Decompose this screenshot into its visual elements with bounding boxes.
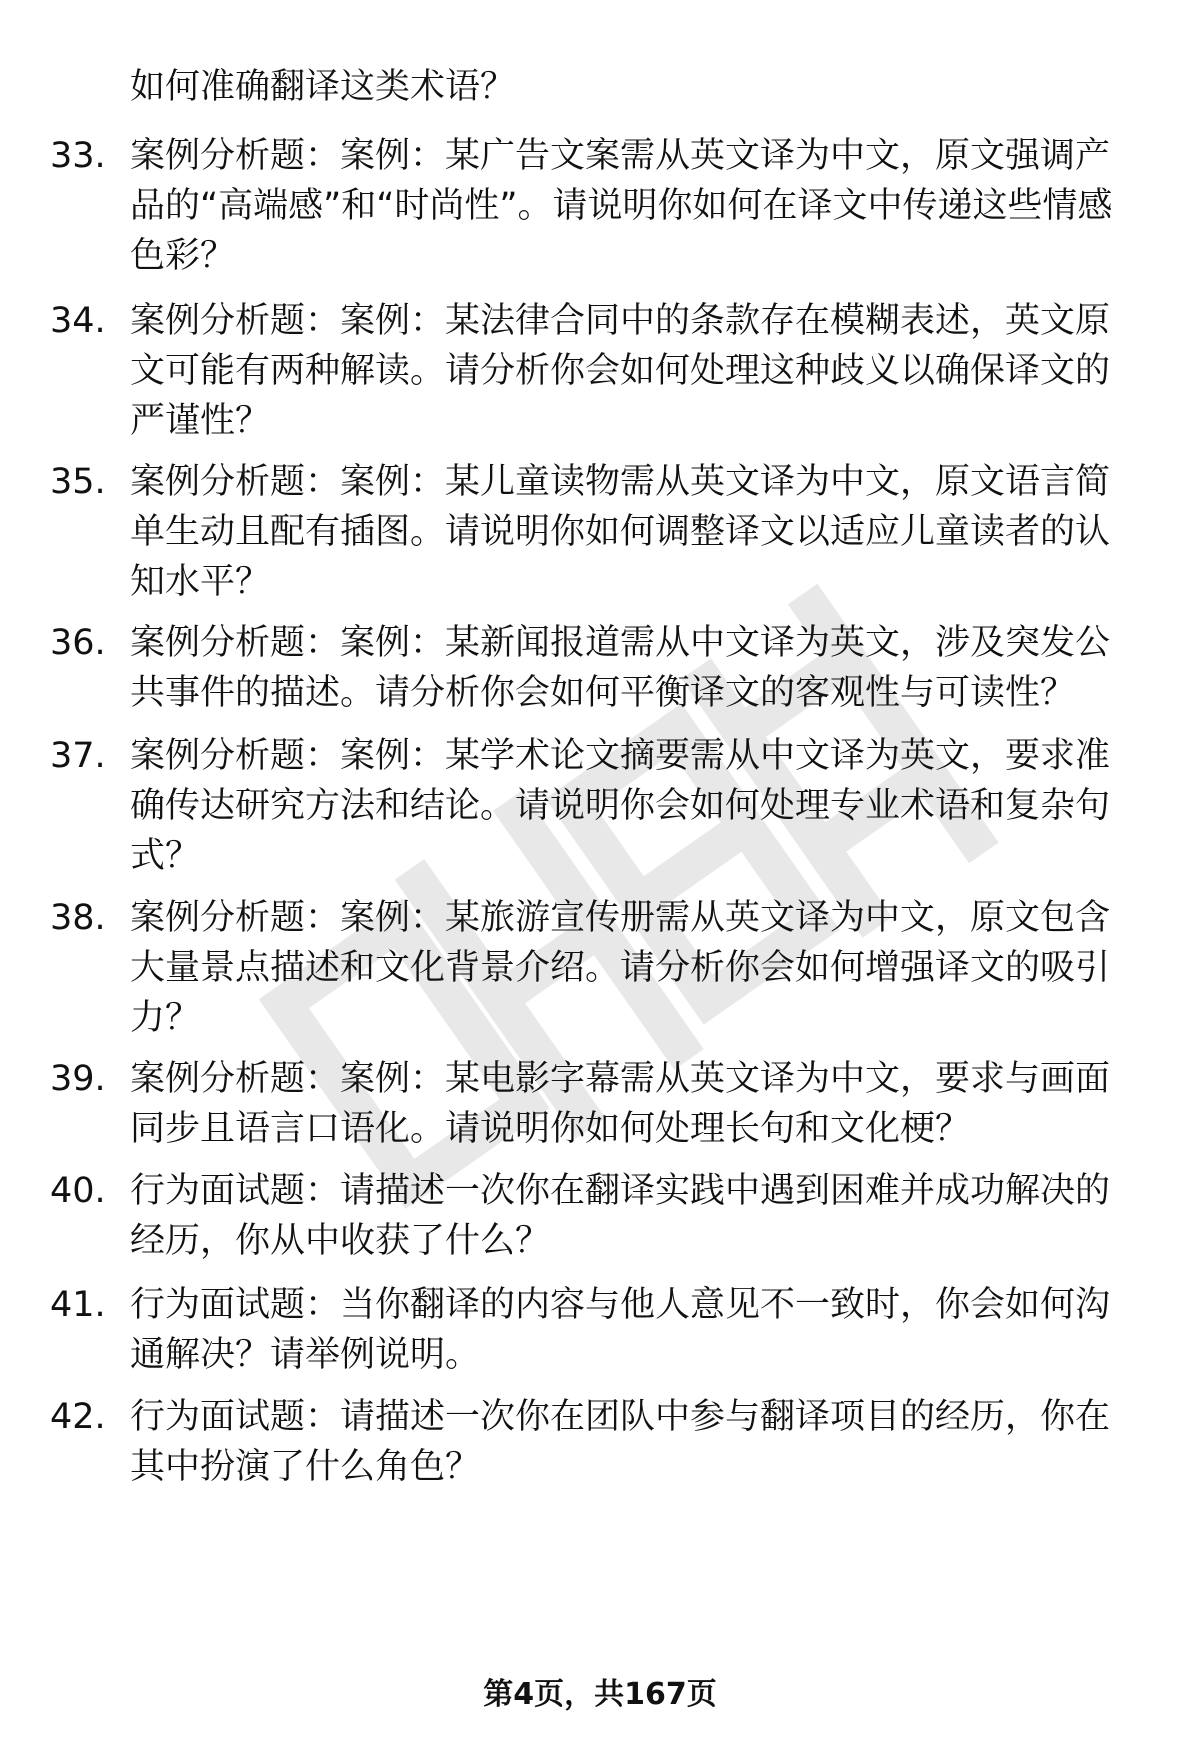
question-number: 33. (50, 136, 106, 176)
question-number: 39. (50, 1059, 106, 1099)
question-text: 案例分析题：案例：某法律合同中的条款存在模糊表述，英文原文可能有两种解读。请分析你会如何处理这种歧义以确保译文的严谨性？ (130, 301, 1111, 441)
question-text: 行为面试题：请描述一次你在团队中参与翻译项目的经历，你在其中扮演了什么角色？ (130, 1397, 1111, 1487)
question-text: 案例分析题：案例：某学术论文摘要需从中文译为英文，要求准确传达研究方法和结论。请说明你会如何处理专业术语和复杂句式？ (130, 736, 1111, 876)
question-text: 案例分析题：案例：某电影字幕需从英文译为中文，要求与画面同步且语言口语化。请说明你如何处理长句和文化梗？ (130, 1059, 1111, 1149)
question-text: 案例分析题：案例：某广告文案需从英文译为中文，原文强调产品的“高端感”和“时尚性”。请说明你如何在译文中传递这些情感色彩？ (130, 136, 1113, 276)
page-footer: 第4页，共167页 (483, 1677, 717, 1712)
continued-text: 如何准确翻译这类术语？ (130, 67, 516, 107)
question-number: 35. (50, 462, 106, 502)
question-text: 案例分析题：案例：某旅游宣传册需从英文译为中文，原文包含大量景点描述和文化背景介绍。请分析你会如何增强译文的吸引力？ (130, 898, 1111, 1038)
question-text: 案例分析题：案例：某儿童读物需从英文译为中文，原文语言简单生动且配有插图。请说明你如何调整译文以适应儿童读者的认知水平？ (130, 462, 1111, 602)
question-text: 案例分析题：案例：某新闻报道需从中文译为英文，涉及突发公共事件的描述。请分析你会如何平衡译文的客观性与可读性？ (130, 623, 1111, 713)
question-text: 行为面试题：请描述一次你在翻译实践中遇到困难并成功解决的经历，你从中收获了什么？ (130, 1171, 1111, 1261)
question-text: 行为面试题：当你翻译的内容与他人意见不一致时，你会如何沟通解决？请举例说明。 (130, 1285, 1111, 1375)
question-number: 41. (50, 1285, 106, 1325)
question-number: 42. (50, 1397, 106, 1437)
question-number: 34. (50, 301, 106, 341)
question-number: 40. (50, 1171, 106, 1211)
question-number: 36. (50, 623, 106, 663)
question-number: 37. (50, 736, 106, 776)
question-number: 38. (50, 898, 106, 938)
